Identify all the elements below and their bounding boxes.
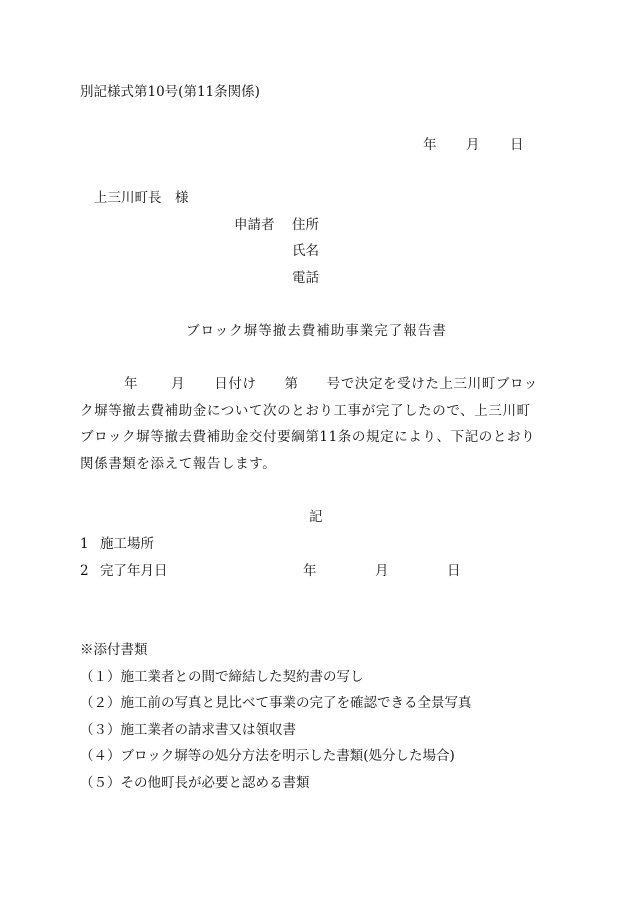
- body-line-4: 関係書類を添えて報告します。: [80, 456, 277, 472]
- body-number: 第: [284, 376, 299, 392]
- item-2-year: 年: [303, 563, 317, 579]
- attachments-heading: ※添付書類: [80, 642, 148, 658]
- body-line-1-rest: 号で決定を受けた上三川町ブロッ: [326, 376, 538, 392]
- item-2-month: 月: [375, 563, 389, 579]
- attachment-item-5: （５）その他町長が必要と認める書類: [80, 775, 310, 791]
- body-line-3: ブロック塀等撤去費補助金交付要綱第11条の規定により、下記のとおり: [80, 429, 536, 445]
- attachment-item-4: （４）ブロック塀等の処分方法を明示した書類(処分した場合): [80, 748, 455, 764]
- item-1-number: 1: [80, 536, 89, 552]
- body-month: 月: [171, 376, 186, 392]
- document-title: ブロック塀等撤去費補助事業完了報告書: [186, 323, 447, 339]
- attachment-item-1: （１）施工業者との間で締結した契約書の写し: [80, 669, 364, 685]
- body-line-1: [80, 378, 550, 392]
- body-year: 年: [124, 376, 139, 392]
- form-number: 別記様式第10号(第11条関係): [80, 84, 260, 100]
- ki-heading: 記: [309, 509, 323, 525]
- applicant-phone: 電話: [292, 270, 319, 286]
- applicant-label: 申請者: [234, 217, 275, 233]
- date-month: 月: [466, 137, 480, 153]
- applicant-address: 住所: [292, 217, 319, 233]
- attachment-item-3: （３）施工業者の請求書又は領収書: [80, 722, 296, 738]
- recipient: 上三川町長 様: [94, 190, 189, 206]
- body-line-2: ク塀等撤去費補助金について次のとおり工事が完了したので、上三川町: [80, 403, 531, 419]
- item-1-label: 施工場所: [100, 536, 154, 552]
- item-2-day: 日: [447, 563, 461, 579]
- attachment-item-2: （２）施工前の写真と見比べて事業の完了を確認できる全景写真: [80, 695, 472, 711]
- body-day: 日付け: [214, 376, 257, 392]
- item-2-number: 2: [80, 563, 89, 579]
- date-day: 日: [510, 137, 524, 153]
- item-2-label: 完了年月日: [100, 563, 168, 579]
- applicant-name: 氏名: [292, 243, 319, 259]
- date-year: 年: [423, 137, 437, 153]
